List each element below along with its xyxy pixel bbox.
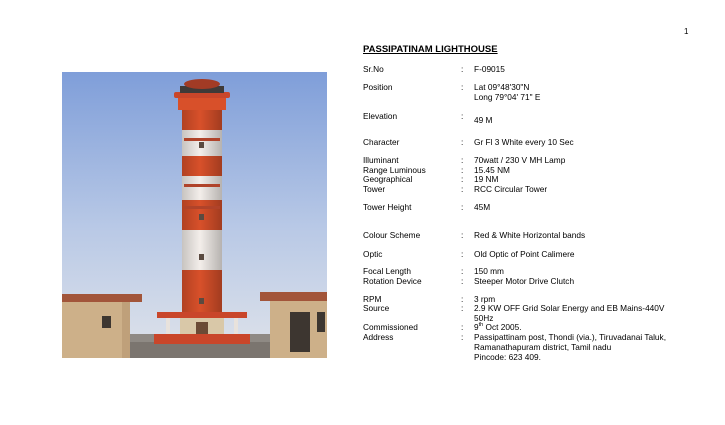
label-colour-scheme: Colour Scheme — [363, 230, 421, 240]
colon: : — [461, 276, 464, 286]
page-number: 1 — [684, 27, 689, 36]
value-address-line1: Passipattinam post, Thondi (via.), Tiruvadanai Taluk, — [474, 332, 667, 342]
commissioned-date: Oct 2005. — [483, 322, 522, 332]
label-illuminant: Illuminant — [363, 155, 399, 165]
colon: : — [461, 303, 464, 313]
label-sr-no: Sr.No — [363, 64, 384, 74]
value-focal-length: 150 mm — [474, 266, 504, 276]
label-focal-length: Focal Length — [363, 266, 411, 276]
value-tower-height: 45M — [474, 202, 491, 212]
colon: : — [461, 165, 464, 175]
colon: : — [461, 111, 464, 121]
colon: : — [461, 230, 464, 240]
colon: : — [461, 202, 464, 212]
value-optic: Old Optic of Point Calimere — [474, 249, 575, 259]
label-position: Position — [363, 82, 393, 92]
colon: : — [461, 184, 464, 194]
value-address-line3: Pincode: 623 409. — [474, 352, 541, 362]
colon: : — [461, 82, 464, 92]
colon: : — [461, 174, 464, 184]
value-character: Gr Fl 3 White every 10 Sec — [474, 137, 574, 147]
value-rpm: 3 rpm — [474, 294, 496, 304]
value-range-luminous: 15.45 NM — [474, 165, 510, 175]
label-tower: Tower — [363, 184, 386, 194]
label-rotation-device: Rotation Device — [363, 276, 422, 286]
label-optic: Optic — [363, 249, 383, 259]
colon: : — [461, 266, 464, 276]
label-address: Address — [363, 332, 394, 342]
value-colour-scheme: Red & White Horizontal bands — [474, 230, 586, 240]
label-commissioned: Commissioned — [363, 322, 418, 332]
label-rpm: RPM — [363, 294, 382, 304]
colon: : — [461, 332, 464, 342]
commissioned-day: 9 — [474, 322, 479, 332]
value-illuminant: 70watt / 230 V MH Lamp — [474, 155, 566, 165]
document-title: PASSIPATINAM LIGHTHOUSE — [363, 44, 498, 55]
label-range-luminous: Range Luminous — [363, 165, 426, 175]
label-source: Source — [363, 303, 390, 313]
lighthouse-photo — [62, 72, 327, 358]
colon: : — [461, 249, 464, 259]
colon: : — [461, 294, 464, 304]
value-position-long: Long 79°04' 71" E — [474, 92, 541, 102]
value-commissioned — [474, 322, 522, 332]
value-position-lat: Lat 09°48'30"N — [474, 82, 530, 92]
colon: : — [461, 64, 464, 74]
value-source: 2.9 KW OFF Grid Solar Energy and EB Mains-440V — [474, 303, 665, 313]
colon: : — [461, 137, 464, 147]
value-source-line2: 50Hz — [474, 313, 494, 323]
label-character: Character — [363, 137, 400, 147]
label-tower-height: Tower Height — [363, 202, 412, 212]
value-sr-no: F-09015 — [474, 64, 505, 74]
label-elevation: Elevation — [363, 111, 398, 121]
colon: : — [461, 155, 464, 165]
colon: : — [461, 322, 464, 332]
value-rotation-device: Steeper Motor Drive Clutch — [474, 276, 575, 286]
value-elevation: 49 M — [474, 115, 493, 125]
value-tower: RCC Circular Tower — [474, 184, 548, 194]
value-address-line2: Ramanathapuram district, Tamil nadu — [474, 342, 612, 352]
label-geographical: Geographical — [363, 174, 413, 184]
value-geographical: 19 NM — [474, 174, 499, 184]
commissioned-ordinal: th — [478, 322, 484, 329]
